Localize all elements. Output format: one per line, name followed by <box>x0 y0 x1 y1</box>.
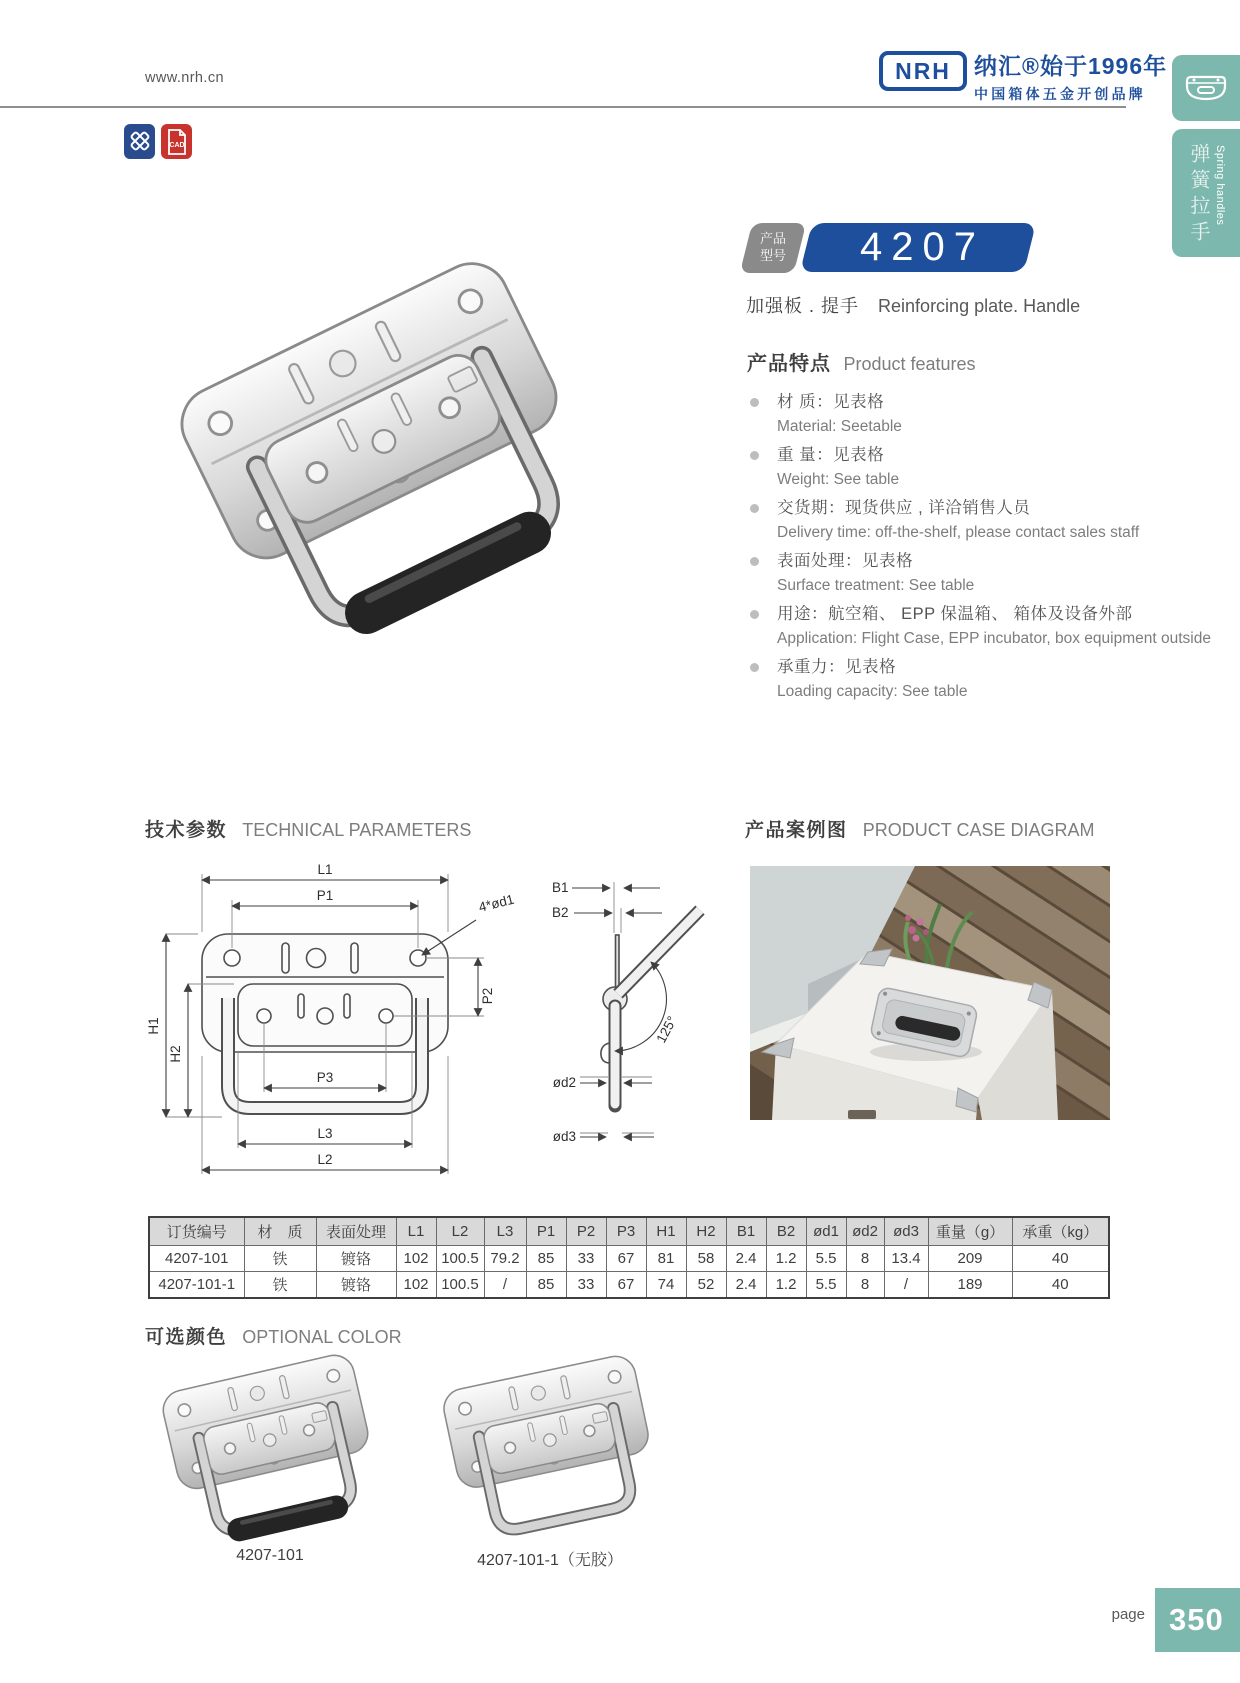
dim-d3: ød3 <box>552 1129 576 1144</box>
category-label-cn: 弹簧拉手 <box>1187 143 1209 247</box>
feature-text-cn: 承重力：见表格 <box>777 658 896 676</box>
spec-cell: 5.5 <box>806 1246 846 1272</box>
bullet-icon <box>750 504 759 513</box>
model-badge <box>800 223 1036 272</box>
section-tech-en: TECHNICAL PARAMETERS <box>242 820 472 840</box>
feature-text-cn: 表面处理：见表格 <box>777 552 913 570</box>
technical-drawing <box>140 848 720 1196</box>
section-optional-color <box>145 1322 402 1349</box>
svg-text:CAD: CAD <box>168 141 185 149</box>
spec-col-header: 重量（g） <box>928 1217 1012 1246</box>
section-color-en: OPTIONAL COLOR <box>242 1327 402 1347</box>
section-case-cn: 产品案例图 <box>745 820 848 841</box>
spec-cell: / <box>884 1272 928 1299</box>
spec-cell: 1.2 <box>766 1272 806 1299</box>
variant-label-1: 4207-101 <box>236 1547 304 1564</box>
feature-item <box>747 392 1227 436</box>
spec-cell: 74 <box>646 1272 686 1299</box>
handle-icon <box>1184 73 1228 103</box>
features-heading-en: Product features <box>843 354 976 374</box>
spec-cell: 2.4 <box>726 1272 766 1299</box>
variant-photo-plain <box>420 1352 680 1552</box>
spec-cell: 4207-101 <box>149 1246 244 1272</box>
cad-download-icon[interactable] <box>161 124 192 159</box>
feature-text-en: Delivery time: off-the-shelf, please contact sales staff <box>777 524 1140 541</box>
spec-cell: 铁 <box>244 1272 316 1299</box>
feature-text-en: Application: Flight Case, EPP incubator, box equipment outside <box>777 630 1211 647</box>
features-section <box>747 347 1227 710</box>
spec-cell: 2.4 <box>726 1246 766 1272</box>
dim-b1: B1 <box>552 880 569 895</box>
spec-cell: 85 <box>526 1272 566 1299</box>
spec-cell: 铁 <box>244 1246 316 1272</box>
spec-cell: 5.5 <box>806 1272 846 1299</box>
spec-cell: 102 <box>396 1246 436 1272</box>
bullet-icon <box>750 610 759 619</box>
spec-col-header: 材 质 <box>244 1217 316 1246</box>
section-case-en: PRODUCT CASE DIAGRAM <box>862 820 1095 840</box>
product-title-cn: 加强板 . 提手 <box>746 296 860 316</box>
dim-l1: L1 <box>317 862 333 877</box>
feature-text-cn: 交货期：现货供应 , 详洽销售人员 <box>777 499 1031 517</box>
dim-d2: ød2 <box>552 1075 576 1090</box>
section-product-case <box>745 815 1095 842</box>
spec-cell: 40 <box>1012 1246 1109 1272</box>
spec-cell: 镀铬 <box>316 1272 396 1299</box>
spec-cell: 52 <box>686 1272 726 1299</box>
model-badge-prefix <box>740 223 806 273</box>
nrh-logo-text: NRH <box>895 57 951 84</box>
dim-d1: 4*ød1 <box>477 891 516 915</box>
spec-cell: 100.5 <box>436 1246 484 1272</box>
spec-col-header: P1 <box>526 1217 566 1246</box>
brand-subtitle: 中国箱体五金开创品牌 <box>974 86 1146 102</box>
spec-col-header: ød3 <box>884 1217 928 1246</box>
tools-icon[interactable] <box>124 124 155 159</box>
spec-cell: 8 <box>846 1246 884 1272</box>
brand-slogan: 纳汇®始于1996年 <box>974 53 1168 79</box>
spec-cell: 13.4 <box>884 1246 928 1272</box>
spec-cell: 40 <box>1012 1272 1109 1299</box>
dim-l3: L3 <box>317 1126 333 1141</box>
feature-item <box>747 604 1227 648</box>
dim-b2: B2 <box>552 905 569 920</box>
spec-col-header: B1 <box>726 1217 766 1246</box>
feature-text-cn: 用途：航空箱、 EPP 保温箱、 箱体及设备外部 <box>777 605 1133 623</box>
product-title <box>746 292 1080 318</box>
spec-cell: 4207-101-1 <box>149 1272 244 1299</box>
product-photo-hero <box>120 240 660 680</box>
spec-cell: 58 <box>686 1246 726 1272</box>
spec-col-header: H2 <box>686 1217 726 1246</box>
feature-text-en: Surface treatment: See table <box>777 577 975 594</box>
section-color-cn: 可选颜色 <box>145 1327 228 1348</box>
bullet-icon <box>750 557 759 566</box>
brand-block <box>974 48 1167 104</box>
spec-cell: 100.5 <box>436 1272 484 1299</box>
spec-col-header: ød2 <box>846 1217 884 1246</box>
feature-text-en: Weight: See table <box>777 471 900 488</box>
badge-line2: 型号 <box>759 248 786 263</box>
spec-col-header: B2 <box>766 1217 806 1246</box>
spec-cell: 镀铬 <box>316 1246 396 1272</box>
features-list <box>747 392 1227 701</box>
feature-text-en: Loading capacity: See table <box>777 683 968 700</box>
spec-cell: 102 <box>396 1272 436 1299</box>
spec-col-header: L3 <box>484 1217 526 1246</box>
spec-col-header: P2 <box>566 1217 606 1246</box>
spec-cell: 33 <box>566 1246 606 1272</box>
spec-cell: 8 <box>846 1272 884 1299</box>
spec-col-header: P3 <box>606 1217 646 1246</box>
feature-item <box>747 445 1227 489</box>
feature-item <box>747 551 1227 595</box>
feature-text-cn: 材 质：见表格 <box>777 393 885 411</box>
nrh-logo <box>879 51 967 91</box>
dim-p2: P2 <box>480 987 495 1005</box>
pencil-ruler-icon <box>128 130 152 154</box>
spec-cell: 79.2 <box>484 1246 526 1272</box>
spec-cell: 81 <box>646 1246 686 1272</box>
spec-cell: 67 <box>606 1272 646 1299</box>
variant-photo-rubber <box>140 1352 400 1552</box>
dim-l2: L2 <box>317 1152 333 1167</box>
spec-col-header: L1 <box>396 1217 436 1246</box>
spec-cell: / <box>484 1272 526 1299</box>
spec-col-header: ød1 <box>806 1217 846 1246</box>
site-url: www.nrh.cn <box>145 70 224 86</box>
section-technical-parameters <box>145 815 471 842</box>
spec-row <box>149 1272 1109 1299</box>
section-tech-cn: 技术参数 <box>145 820 228 841</box>
spec-col-header: 订货编号 <box>149 1217 244 1246</box>
spec-col-header: 承重（kg） <box>1012 1217 1109 1246</box>
spec-cell: 67 <box>606 1246 646 1272</box>
dim-h2: H2 <box>168 1045 183 1063</box>
page-number: 350 <box>1155 1588 1240 1652</box>
dim-p1: P1 <box>316 888 334 903</box>
category-tab-spring-handles[interactable] <box>1172 129 1240 257</box>
spec-table <box>148 1216 1110 1299</box>
page-label: page <box>1111 1606 1145 1623</box>
bullet-icon <box>750 451 759 460</box>
product-title-en: Reinforcing plate. Handle <box>878 296 1081 316</box>
spec-col-header: H1 <box>646 1217 686 1246</box>
feature-text-en: Material: Seetable <box>777 418 902 435</box>
spec-cell: 209 <box>928 1246 1012 1272</box>
category-label-en: Spring handles <box>1214 145 1226 226</box>
feature-item <box>747 498 1227 542</box>
spec-cell: 189 <box>928 1272 1012 1299</box>
spec-cell: 33 <box>566 1272 606 1299</box>
feature-text-cn: 重 量：见表格 <box>777 446 885 464</box>
dim-angle: 125° <box>653 1013 680 1046</box>
header-divider <box>0 106 1126 108</box>
features-heading-cn: 产品特点 <box>747 353 831 375</box>
category-tab-icon[interactable] <box>1172 55 1240 121</box>
cad-file-icon <box>165 128 189 156</box>
spec-cell: 85 <box>526 1246 566 1272</box>
case-photo <box>750 866 1110 1120</box>
features-heading <box>747 347 1227 376</box>
spec-cell: 1.2 <box>766 1246 806 1272</box>
bullet-icon <box>750 663 759 672</box>
badge-line1: 产品 <box>759 231 786 247</box>
dim-h1: H1 <box>146 1017 161 1035</box>
spec-row <box>149 1246 1109 1272</box>
bullet-icon <box>750 398 759 407</box>
spec-col-header: L2 <box>436 1217 484 1246</box>
variant-label-2: 4207-101-1（无胶） <box>477 1552 623 1569</box>
model-number: 4207 <box>860 225 985 269</box>
feature-item <box>747 657 1227 701</box>
spec-col-header: 表面处理 <box>316 1217 396 1246</box>
dim-p3: P3 <box>316 1070 334 1085</box>
